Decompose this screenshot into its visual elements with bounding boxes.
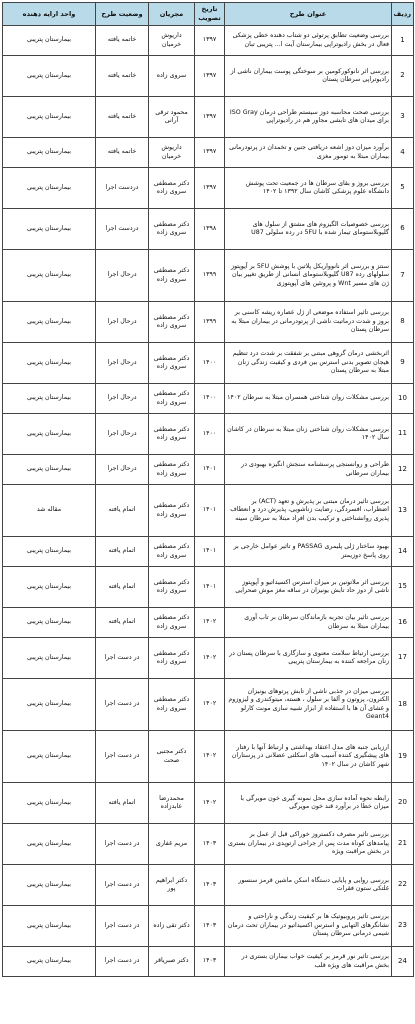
cell-unit: بیمارستان پتریبی	[3, 865, 96, 906]
cell-status: خاتمه یافته	[96, 56, 149, 97]
cell-idx: 15	[392, 567, 414, 608]
cell-title: بررسی وضعیت تطابق پرتوئی دو شتاب دهنده خطی پزشکی فعال در بخش رادیوتراپی بیمارستان آیت ا... پتریبی تبان	[225, 26, 392, 56]
cell-executor: دکتر مصطفی سروی زاده	[149, 608, 195, 638]
cell-idx: 21	[392, 824, 414, 865]
cell-idx: 11	[392, 414, 414, 455]
cell-title: بررسی تاثیر مصرف دکستروز خوراکی قبل از عمل بر پیامدهای کوتاه مدت پس از جراحی ارتوپدی در بیماران بستری در بخش مراقبت ویژه	[225, 824, 392, 865]
cell-status: درحال اجرا	[96, 250, 149, 302]
cell-status: اتمام یافته	[96, 537, 149, 567]
cell-year: ۱۴۰۰	[195, 384, 225, 414]
cell-idx: 9	[392, 343, 414, 384]
cell-status: اتمام یافته	[96, 485, 149, 537]
table-row	[3, 608, 414, 638]
table-row	[3, 250, 414, 302]
cell-unit: بیمارستان پتریبی	[3, 414, 96, 455]
cell-status: درحال اجرا	[96, 302, 149, 343]
cell-title: اثربخشی درمان گروهی مبتنی بر شفقت بر شدت درد تنظیم هیجان تصویر بدنی استرس بین فردی و کیفیت زندگی زنان مبتلا به سرطان پستان	[225, 343, 392, 384]
table-row	[3, 783, 414, 824]
table-row	[3, 209, 414, 250]
cell-unit: بیمارستان پتریبی	[3, 638, 96, 679]
cell-status: دردست اجرا	[96, 168, 149, 209]
cell-title: بررسی تاثیر نور قرمز بر کیفیت خواب بیماران بستری در بخش مراقبت های ویژه قلب	[225, 947, 392, 977]
cell-unit: بیمارستان پتریبی	[3, 56, 96, 97]
cell-year: ۱۳۹۹	[195, 302, 225, 343]
cell-year: ۱۴۰۱	[195, 567, 225, 608]
cell-executor: سروی زاده	[149, 56, 195, 97]
cell-idx: 18	[392, 679, 414, 731]
cell-unit: بیمارستان پتریبی	[3, 679, 96, 731]
cell-status: اتمام یافته	[96, 608, 149, 638]
cell-executor: دکتر مصطفی سروی زاده	[149, 638, 195, 679]
cell-year: ۱۴۰۳	[195, 906, 225, 947]
cell-year: ۱۳۹۷	[195, 26, 225, 56]
cell-status: خاتمه یافته	[96, 97, 149, 138]
cell-status: در دست اجرا	[96, 865, 149, 906]
cell-unit: بیمارستان پتریبی	[3, 343, 96, 384]
table-row	[3, 302, 414, 343]
cell-unit: بیمارستان پتریبی	[3, 455, 96, 485]
cell-executor: داریوش خرمیان	[149, 138, 195, 168]
table-row	[3, 485, 414, 537]
cell-idx: 19	[392, 731, 414, 783]
table-row	[3, 168, 414, 209]
cell-idx: 3	[392, 97, 414, 138]
cell-unit: بیمارستان پتریبی	[3, 302, 96, 343]
cell-idx: 14	[392, 537, 414, 567]
cell-idx: 2	[392, 56, 414, 97]
cell-title: بررسی مشکلات روان شناختی زنان مبتلا به سرطان در کاشان سال ۱۴۰۲	[225, 414, 392, 455]
cell-idx: 23	[392, 906, 414, 947]
cell-idx: 16	[392, 608, 414, 638]
cell-year: ۱۳۹۷	[195, 97, 225, 138]
cell-title: بررسی اثر ملاتونین بر میزان استرس اکسیداتیو و آپوپتوز ناشی از دوز حاد تابش یونیزان در ساقه مغز موش صحرایی	[225, 567, 392, 608]
cell-status: در دست اجرا	[96, 638, 149, 679]
cell-unit: بیمارستان پتریبی	[3, 731, 96, 783]
cell-executor: دکتر مصطفی سروی زاده	[149, 209, 195, 250]
cell-year: ۱۳۹۷	[195, 138, 225, 168]
cell-title: بررسی روایی و پایایی دستگاه اسکن ماشین قرمز سنسور غلتکی ستون فقرات	[225, 865, 392, 906]
cell-executor: دکتر مصطفی سروی زاده	[149, 414, 195, 455]
header-idx: ردیف	[392, 3, 414, 26]
cell-executor: دکتر مصطفی سروی زاده	[149, 679, 195, 731]
cell-status: اتمام یافته	[96, 567, 149, 608]
cell-unit: بیمارستان پتریبی	[3, 947, 96, 977]
cell-idx: 5	[392, 168, 414, 209]
cell-idx: 4	[392, 138, 414, 168]
header-status: وضعیت طرح	[96, 3, 149, 26]
table-row	[3, 824, 414, 865]
cell-status: اتمام یافته	[96, 783, 149, 824]
cell-idx: 7	[392, 250, 414, 302]
cell-executor: دکتر مصطفی سروی زاده	[149, 537, 195, 567]
cell-status: در دست اجرا	[96, 731, 149, 783]
table-header-row	[3, 3, 414, 26]
cell-title: بررسی تاثیر درمان مبتنی بر پذیرش و تعهد (ACT) بر اضطراب، افسردگی، رضایت زناشویی، پذیرش درد و انعطاف پذیری روانشناختی و ترکیب بدن افراد مبتلا به سرطان سینه	[225, 485, 392, 537]
cell-title: بررسی میزان در جذبی ناشی از تابش پرتوهای یونیزان الکترون، پروتون و آلفا بر سلول ، هسته، میتوکندری و لیزوزوم و غشای آن ها با استفاده از ابزار شبیه سازی مونت کارلو Geant4	[225, 679, 392, 731]
cell-status: درحال اجرا	[96, 455, 149, 485]
cell-executor: محمدرضا عابدزاده	[149, 783, 195, 824]
cell-year: ۱۴۰۲	[195, 679, 225, 731]
cell-executor: داریوش خرمیان	[149, 26, 195, 56]
table-row	[3, 455, 414, 485]
table-row	[3, 56, 414, 97]
cell-status: در دست اجرا	[96, 679, 149, 731]
cell-title: بررسی صحت محاسبه دوز سیستم طراحی درمان ISO Gray برای میدان های تابشی مجاور هم در رادیوتراپی	[225, 97, 392, 138]
cell-idx: 8	[392, 302, 414, 343]
cell-year: ۱۴۰۳	[195, 947, 225, 977]
cell-title: بررسی تاثیر پروبیوتیک ها بر کیفیت زندگی و ناراحتی و نشانگرهای التهابی و استرس اکسیداتیو در بیماران تحت درمان شیمی درمانی سرطان پستان	[225, 906, 392, 947]
table-row	[3, 567, 414, 608]
cell-year: ۱۳۹۹	[195, 250, 225, 302]
cell-year: ۱۴۰۰	[195, 343, 225, 384]
cell-year: ۱۴۰۱	[195, 455, 225, 485]
table-row	[3, 138, 414, 168]
cell-executor: دکتر مصطفی سروی زاده	[149, 485, 195, 537]
cell-year: ۱۳۹۷	[195, 168, 225, 209]
cell-year: ۱۴۰۲	[195, 638, 225, 679]
cell-executor: دکتر مصطفی سروی زاده	[149, 250, 195, 302]
cell-unit: بیمارستان پتریبی	[3, 537, 96, 567]
cell-executor: مریم غفاری	[149, 824, 195, 865]
cell-status: خاتمه یافته	[96, 26, 149, 56]
cell-unit: بیمارستان پتریبی	[3, 783, 96, 824]
research-projects-table	[2, 2, 414, 977]
table-row	[3, 414, 414, 455]
cell-executor: دکتر مصطفی سروی زاده	[149, 302, 195, 343]
cell-executor: دکتر تقی زاده	[149, 906, 195, 947]
header-year: تاریخ تصویب	[195, 3, 225, 26]
table-row	[3, 906, 414, 947]
cell-idx: 10	[392, 384, 414, 414]
cell-unit: بیمارستان پتریبی	[3, 906, 96, 947]
cell-status: درحال اجرا	[96, 414, 149, 455]
cell-year: ۱۳۹۸	[195, 209, 225, 250]
cell-executor: دکتر مصطفی سروی زاده	[149, 168, 195, 209]
table-row	[3, 679, 414, 731]
table-row	[3, 638, 414, 679]
cell-title: بررسی خصوصیات الگیزوم های مشتق از سلول های گلیوبلاستومای تیمار شده با 5FU در رده سلولی U87	[225, 209, 392, 250]
table-row	[3, 865, 414, 906]
cell-unit: بیمارستان پتریبی	[3, 97, 96, 138]
header-title: عنوان طرح	[225, 3, 392, 26]
table-row	[3, 537, 414, 567]
table-row	[3, 26, 414, 56]
cell-title: بررسی ارتباط سلامت معنوی و سازگاری با سرطان پستان در زنان مراجعه کننده به بیمارستان پتریبی	[225, 638, 392, 679]
cell-title: بررسی بروز و بقای سرطان ها در جمعیت تحت پوشش دانشگاه علوم پزشکی کاشان سال ۱۳۹۲ تا ۱۴۰۲	[225, 168, 392, 209]
cell-status: خاتمه یافته	[96, 138, 149, 168]
cell-idx: 22	[392, 865, 414, 906]
cell-title: بهبود ساختار ژلی پلیمری PASSAG و تاثیر عوامل خارجی بر روی پاسخ دوزیمتر	[225, 537, 392, 567]
table-row	[3, 97, 414, 138]
cell-idx: 12	[392, 455, 414, 485]
cell-title: بررسی مشکلات روان شناختی همسران مبتلا به سرطان ۱۴۰۲	[225, 384, 392, 414]
cell-title: برآورد میزان دوز اشعه دریافتی جنین و تخمدان در پرتودرمانی بیماران مبتلا به تومور مغزی	[225, 138, 392, 168]
cell-unit: بیمارستان پتریبی	[3, 608, 96, 638]
cell-year: ۱۳۹۷	[195, 56, 225, 97]
cell-status: دردست اجرا	[96, 209, 149, 250]
cell-year: ۱۴۰۱	[195, 485, 225, 537]
cell-title: بررسی اثر نانوکورکومین بر سوختگی پوست بیماران ناشی از رادیوتراپی سرطان پستان	[225, 56, 392, 97]
cell-unit: بیمارستان پتریبی	[3, 824, 96, 865]
cell-unit: بیمارستان پتریبی	[3, 209, 96, 250]
table-body	[3, 26, 414, 977]
cell-title: سنتز و بررسی اثر نانوواریکل پلاتین با پوشش 5FU بر آپوپتوز سلولهای رده U87 گلیوبلاستومای انسانی از طریق تغییر بیان ژن های مسیر Wnt و پروتئین های آپوپتوزی	[225, 250, 392, 302]
cell-executor: دکتر مصطفی سروی زاده	[149, 455, 195, 485]
cell-title: رابطه نحوه آماده سازی محل نمونه گیری خون مویرگی با میزان خطا در برآورد قند خون مویرگی	[225, 783, 392, 824]
cell-status: درحال اجرا	[96, 384, 149, 414]
cell-unit: بیمارستان پتریبی	[3, 567, 96, 608]
cell-executor: دکتر ابراهیم پور	[149, 865, 195, 906]
cell-executor: دکتر مصطفی سروی زاده	[149, 384, 195, 414]
cell-unit: بیمارستان پتریبی	[3, 168, 96, 209]
header-executor: مجریان	[149, 3, 195, 26]
cell-status: در دست اجرا	[96, 906, 149, 947]
table-row	[3, 731, 414, 783]
cell-title: بررسی تاثیر بیان تجربه بازماندگان سرطان بر تاب آوری بیماران مبتلا به سرطان	[225, 608, 392, 638]
cell-status: در دست اجرا	[96, 824, 149, 865]
cell-year: ۱۴۰۰	[195, 414, 225, 455]
cell-year: ۱۴۰۳	[195, 865, 225, 906]
cell-executor: دکتر صبریاقر	[149, 947, 195, 977]
cell-executor: دکتر مصطفی سروی زاده	[149, 343, 195, 384]
cell-title: طراحی و روانسنجی پرسشنامه سنجش انگیزه بهبودی در بیماران سرطانی	[225, 455, 392, 485]
cell-unit: بیمارستان پتریبی	[3, 250, 96, 302]
table-row	[3, 343, 414, 384]
cell-executor: محمود ترقی آرانی	[149, 97, 195, 138]
cell-executor: دکتر مجتبی صحت	[149, 731, 195, 783]
cell-year: ۱۴۰۲	[195, 731, 225, 783]
cell-idx: 20	[392, 783, 414, 824]
cell-year: ۱۴۰۲	[195, 783, 225, 824]
cell-idx: 24	[392, 947, 414, 977]
cell-executor: دکتر مصطفی سروی زاده	[149, 567, 195, 608]
cell-idx: 13	[392, 485, 414, 537]
cell-status: درحال اجرا	[96, 343, 149, 384]
cell-year: ۱۴۰۱	[195, 537, 225, 567]
cell-unit: بیمارستان پتریبی	[3, 138, 96, 168]
cell-unit: مقاله شد	[3, 485, 96, 537]
cell-title: ارزیابی جنبه های مدل اعتقاد بهداشتی و ارتباط آنها با رفتار های پیشگیری کننده آسیب های اسکلتی عضلانی در پرستاران شهر کاشان در سال ۱۴۰۲	[225, 731, 392, 783]
cell-idx: 1	[392, 26, 414, 56]
cell-year: ۱۴۰۲	[195, 608, 225, 638]
cell-title: بررسی تاثیر استفاده موضعی از ژل عصاره ریشه کاسنی بر بروز و شدت درماتیت ناشی از پرتودرمانی در بیماران مبتلا به سرطان پستان	[225, 302, 392, 343]
cell-year: ۱۴۰۳	[195, 824, 225, 865]
cell-idx: 6	[392, 209, 414, 250]
cell-status: در دست اجرا	[96, 947, 149, 977]
cell-idx: 17	[392, 638, 414, 679]
cell-unit: بیمارستان پتریبی	[3, 26, 96, 56]
table-row	[3, 384, 414, 414]
header-unit: واحد ارایه دهنده	[3, 3, 96, 26]
table-row	[3, 947, 414, 977]
cell-unit: بیمارستان پتریبی	[3, 384, 96, 414]
